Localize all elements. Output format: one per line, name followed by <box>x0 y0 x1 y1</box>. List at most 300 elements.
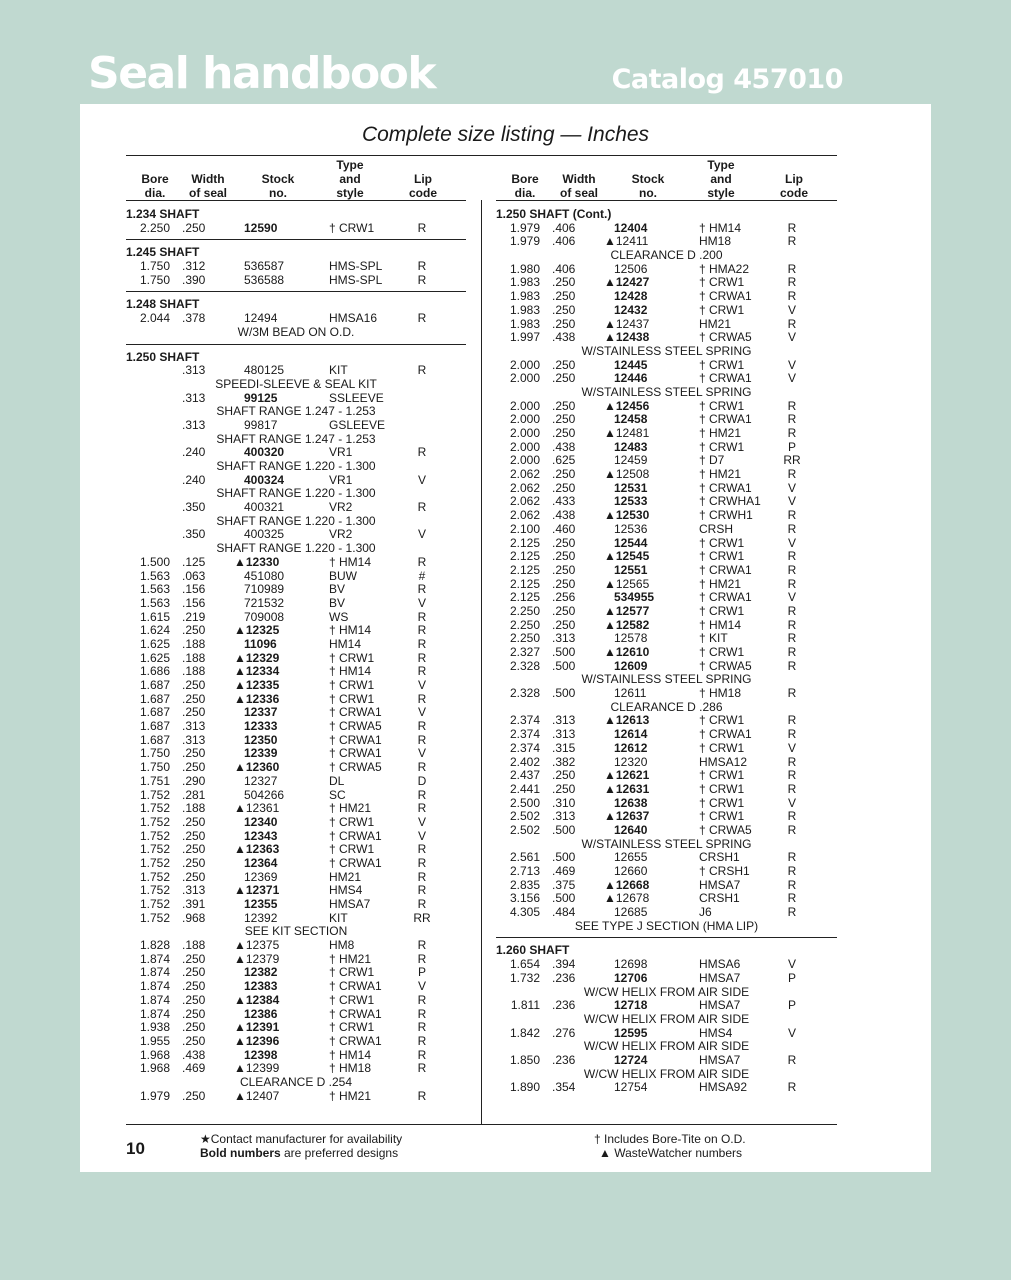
stock-cell: ▲12371 <box>234 883 280 898</box>
lip-cell: R <box>787 617 797 632</box>
bore-cell: 1.828 <box>139 938 170 953</box>
lip-cell: R <box>417 623 427 638</box>
table-row <box>126 830 466 844</box>
type-cell: † CRWA1 <box>329 979 382 994</box>
table-row <box>496 999 837 1013</box>
type-cell: † HM14 <box>329 554 372 569</box>
bore-cell: 1.938 <box>139 1020 170 1035</box>
type-cell: † CRW1 <box>329 220 375 235</box>
note-text: W/STAINLESS STEEL SPRING <box>581 343 752 358</box>
bore-cell: 2.561 <box>509 850 540 865</box>
stock-cell: 12364 <box>244 855 278 870</box>
bottom-rule <box>126 1124 837 1125</box>
section-heading: 1.250 SHAFT (Cont.) <box>496 207 612 221</box>
stock-cell: ▲12396 <box>234 1033 280 1048</box>
bore-cell: 1.615 <box>139 609 170 624</box>
stock-cell: 12609 <box>614 658 648 673</box>
table-row <box>496 632 837 646</box>
lip-cell: R <box>787 781 797 796</box>
lip-cell: V <box>787 494 796 509</box>
width-cell: .500 <box>552 822 576 837</box>
table-row <box>126 1090 466 1104</box>
bore-cell: 2.327 <box>509 645 540 659</box>
bore-cell: 2.000 <box>509 426 540 440</box>
table-row <box>496 222 837 236</box>
width-cell: .250 <box>552 535 576 550</box>
lip-cell: R <box>417 220 427 235</box>
lip-cell: V <box>417 678 426 692</box>
table-row <box>496 797 837 811</box>
table-row <box>126 966 466 980</box>
bore-cell: 2.374 <box>509 740 540 755</box>
bore-cell: 3.156 <box>509 891 540 906</box>
header-type: Type and style <box>707 158 735 200</box>
lip-cell: R <box>417 732 427 747</box>
stock-cell: 709008 <box>244 609 285 624</box>
bore-cell: 1.980 <box>509 261 540 276</box>
stock-cell: 12595 <box>614 1025 648 1040</box>
type-cell: † HM14 <box>329 664 372 679</box>
stock-cell: 12612 <box>614 740 648 755</box>
table-row <box>496 564 837 578</box>
width-cell: .250 <box>182 691 206 706</box>
bore-cell: 1.752 <box>139 869 170 884</box>
bore-cell: 1.997 <box>509 330 540 345</box>
table-row <box>496 318 837 332</box>
table-row <box>496 523 837 537</box>
type-cell: † CRW1 <box>699 357 745 372</box>
lip-cell: R <box>417 1006 427 1021</box>
bore-cell: 1.687 <box>139 719 170 734</box>
lip-cell: R <box>787 631 797 646</box>
bore-cell: 1.752 <box>139 842 170 857</box>
type-cell: HMSA7 <box>699 877 741 892</box>
table-row <box>496 400 837 414</box>
type-cell: † CRW1 <box>329 814 375 829</box>
type-cell: VR1 <box>329 445 353 460</box>
stock-cell: 12638 <box>614 795 648 810</box>
stock-cell: ▲12329 <box>234 650 280 665</box>
stock-cell: 12445 <box>614 357 648 372</box>
width-cell: .484 <box>552 905 576 920</box>
stock-cell: 12459 <box>614 453 648 468</box>
stock-cell: 12355 <box>244 897 278 911</box>
note-row <box>126 433 466 447</box>
lip-cell: V <box>417 828 426 843</box>
width-cell: .188 <box>182 636 206 651</box>
table-row <box>496 769 837 783</box>
type-cell: † CRW1 <box>699 549 745 564</box>
width-cell: .378 <box>182 311 206 326</box>
width-cell: .250 <box>182 828 206 843</box>
right-listing <box>496 208 837 1095</box>
width-cell: .469 <box>182 1061 206 1076</box>
width-cell: .313 <box>552 727 576 742</box>
type-cell: † CRW1 <box>699 603 745 618</box>
stock-cell: 12533 <box>614 494 648 509</box>
lip-cell: V <box>417 595 426 610</box>
type-cell: † CRW1 <box>329 842 375 857</box>
lip-cell: V <box>417 527 426 542</box>
stock-cell: ▲12631 <box>604 781 650 796</box>
stock-cell: 12640 <box>614 822 648 837</box>
stock-cell: 12458 <box>614 412 648 427</box>
width-cell: .250 <box>552 480 576 495</box>
lip-cell: R <box>787 809 797 824</box>
note-row <box>126 515 466 529</box>
stock-cell: 12724 <box>614 1052 648 1067</box>
stock-cell: 721532 <box>244 595 285 610</box>
type-cell: HMSA7 <box>699 1052 741 1067</box>
type-cell: BUW <box>329 568 357 583</box>
table-row <box>126 1062 466 1076</box>
width-cell: .063 <box>182 568 206 583</box>
bore-cell: 1.874 <box>139 992 170 1007</box>
stock-cell: 12369 <box>244 869 278 884</box>
stock-cell: ▲12375 <box>234 938 280 953</box>
width-cell: .391 <box>182 897 206 911</box>
table-row <box>126 734 466 748</box>
width-cell: .188 <box>182 664 206 679</box>
lip-cell: R <box>787 850 797 865</box>
width-cell: .188 <box>182 801 206 816</box>
stock-cell: ▲12335 <box>234 678 280 692</box>
bore-cell: 2.000 <box>509 398 540 413</box>
catalog-page <box>80 104 931 1172</box>
table-row <box>126 761 466 775</box>
stock-cell: 400325 <box>244 527 285 542</box>
type-cell: † CRWA1 <box>699 590 752 605</box>
bold-note-text: are preferred designs <box>280 1146 399 1160</box>
width-cell: .250 <box>552 603 576 618</box>
type-cell: HM8 <box>329 938 355 953</box>
stock-cell: 12483 <box>614 439 648 454</box>
lip-cell: R <box>787 549 797 564</box>
note-text: SEE TYPE J SECTION (HMA LIP) <box>574 918 759 933</box>
header-bore: Bore dia. <box>511 172 539 200</box>
table-row <box>126 624 466 638</box>
bore-cell: 1.979 <box>509 220 540 235</box>
stock-cell: ▲12399 <box>234 1061 280 1076</box>
bore-cell: 1.752 <box>139 910 170 925</box>
stock-cell: 12432 <box>614 302 648 317</box>
bore-cell: 2.125 <box>509 535 540 550</box>
stock-cell: 12320 <box>614 754 648 769</box>
width-cell: .188 <box>182 650 206 665</box>
type-cell: VR1 <box>329 472 353 487</box>
bore-cell: 2.250 <box>509 631 540 646</box>
stock-cell: 12333 <box>244 719 278 734</box>
stock-cell: 504266 <box>244 787 285 802</box>
section-heading: 1.248 SHAFT <box>126 297 200 312</box>
lip-cell: R <box>417 719 427 734</box>
lip-cell: V <box>417 705 426 720</box>
table-row <box>496 810 837 824</box>
type-cell: HMSA6 <box>699 957 741 972</box>
table-row <box>126 994 466 1008</box>
lip-cell: V <box>787 302 796 317</box>
lip-cell: R <box>417 1033 427 1048</box>
table-row <box>496 276 837 290</box>
lip-cell: P <box>787 970 796 985</box>
column-divider <box>481 200 482 1124</box>
lip-cell: RR <box>783 453 801 468</box>
type-cell: † CRWA1 <box>699 480 752 495</box>
width-cell: .500 <box>552 645 576 659</box>
width-cell: .250 <box>552 371 576 386</box>
lip-cell: R <box>787 562 797 577</box>
note-row <box>126 925 466 939</box>
width-cell: .313 <box>182 417 206 432</box>
width-cell: .256 <box>552 590 576 605</box>
type-cell: HMS4 <box>329 883 363 898</box>
type-cell: † HM14 <box>329 623 372 638</box>
stock-cell: ▲12379 <box>234 951 280 966</box>
type-cell: † CRW1 <box>699 713 745 728</box>
lip-cell: R <box>417 650 427 665</box>
note-row <box>496 1013 837 1027</box>
type-cell: † CRWA1 <box>329 855 382 870</box>
table-row <box>496 290 837 304</box>
bore-cell: 2.000 <box>509 371 540 386</box>
table-row <box>496 468 837 482</box>
bore-cell: 1.811 <box>510 998 540 1013</box>
bore-cell: 2.125 <box>509 549 540 564</box>
lip-cell: R <box>417 272 427 287</box>
bore-cell: 1.732 <box>509 970 540 985</box>
stock-cell: 12660 <box>614 864 648 878</box>
width-cell: .290 <box>182 773 206 788</box>
type-cell: KIT <box>329 363 348 378</box>
lip-cell: R <box>417 554 427 569</box>
width-cell: .250 <box>182 842 206 857</box>
header-lip: Lip code <box>779 172 809 200</box>
table-row <box>496 1027 837 1041</box>
stock-cell: ▲12481 <box>604 426 650 440</box>
lip-cell: # <box>418 568 426 583</box>
bore-cell: 1.654 <box>509 957 540 972</box>
width-cell: .350 <box>182 527 206 542</box>
table-row <box>126 693 466 707</box>
width-cell: .250 <box>182 746 206 761</box>
type-cell: HMS-SPL <box>329 259 383 274</box>
width-cell: .375 <box>552 877 576 892</box>
bore-cell: 2.000 <box>509 439 540 454</box>
table-row <box>126 1021 466 1035</box>
table-row <box>126 1008 466 1022</box>
note-text: SHAFT RANGE 1.247 - 1.253 <box>216 404 376 419</box>
width-cell: .250 <box>182 220 206 235</box>
type-cell: † HM21 <box>329 1088 372 1103</box>
table-row <box>496 972 837 986</box>
width-cell: .250 <box>552 275 576 290</box>
table-row <box>496 756 837 770</box>
type-cell: WS <box>329 609 349 624</box>
bore-cell: 2.062 <box>509 508 540 523</box>
type-cell: SC <box>329 787 346 802</box>
bore-cell: 2.044 <box>139 311 170 326</box>
stock-cell: ▲12334 <box>234 664 280 679</box>
note-text: W/CW HELIX FROM AIR SIDE <box>583 1039 750 1054</box>
width-cell: .968 <box>182 910 206 925</box>
table-row <box>496 359 837 373</box>
stock-cell: 12614 <box>614 727 648 742</box>
lip-cell: R <box>787 864 797 878</box>
width-cell: .250 <box>182 1006 206 1021</box>
stock-cell: 400321 <box>244 500 285 515</box>
bore-cell: 2.062 <box>509 467 540 482</box>
table-row <box>126 260 466 274</box>
note-row <box>496 1040 837 1054</box>
width-cell: .250 <box>182 992 206 1007</box>
type-cell: † CRWA1 <box>699 412 752 427</box>
lip-cell: V <box>787 957 796 972</box>
table-row <box>126 652 466 666</box>
note-text: SPEEDI-SLEEVE & SEAL KIT <box>215 376 377 391</box>
type-cell: J6 <box>699 905 712 920</box>
width-cell: .276 <box>552 1025 576 1040</box>
type-cell: HMSA7 <box>699 970 741 985</box>
stock-cell: ▲12427 <box>604 275 650 290</box>
table-row <box>126 802 466 816</box>
table-row <box>496 427 837 441</box>
table-row <box>496 687 837 701</box>
note-row <box>496 386 837 400</box>
type-cell: † D7 <box>699 453 725 468</box>
table-row <box>496 646 837 660</box>
table-row <box>126 898 466 912</box>
lip-cell: R <box>417 842 427 857</box>
left-listing <box>126 208 466 1103</box>
left-column-headers <box>126 157 471 200</box>
width-cell: .250 <box>182 979 206 994</box>
right-column-headers <box>496 157 837 200</box>
lip-cell: R <box>787 686 797 701</box>
note-row <box>496 838 837 852</box>
bore-cell: 2.062 <box>509 494 540 509</box>
stock-cell: ▲12411 <box>604 234 649 249</box>
table-row <box>126 312 466 326</box>
bore-cell: 1.752 <box>139 814 170 829</box>
width-cell: .460 <box>552 521 576 536</box>
table-row <box>126 884 466 898</box>
lip-cell: V <box>787 590 796 605</box>
footer-right-notes <box>594 1132 746 1160</box>
type-cell: † CRW1 <box>329 650 375 665</box>
lip-cell: R <box>787 877 797 892</box>
table-row <box>126 474 466 488</box>
table-row <box>496 906 837 920</box>
table-row <box>126 556 466 570</box>
table-row <box>126 392 466 406</box>
type-cell: † CRW1 <box>329 1020 375 1035</box>
lip-cell: R <box>787 275 797 290</box>
lip-cell: R <box>417 938 427 953</box>
lip-cell: V <box>787 740 796 755</box>
bore-cell: 1.687 <box>139 705 170 720</box>
note-row <box>496 673 837 687</box>
stock-cell: 12754 <box>614 1080 648 1095</box>
width-cell: .406 <box>552 234 576 249</box>
width-cell: .313 <box>182 732 206 747</box>
lip-cell: V <box>787 795 796 810</box>
stock-cell: 12446 <box>614 371 648 386</box>
stock-cell: ▲12621 <box>604 768 650 783</box>
stock-cell: 12350 <box>244 732 278 747</box>
stock-cell: 12340 <box>244 814 278 829</box>
bore-cell: 2.328 <box>509 686 540 701</box>
stock-cell: 12551 <box>614 562 648 577</box>
lip-cell: R <box>787 398 797 413</box>
lip-cell: R <box>787 891 797 906</box>
table-row <box>496 783 837 797</box>
stock-cell: 12343 <box>244 828 278 843</box>
width-cell: .250 <box>182 855 206 870</box>
bore-cell: 2.502 <box>509 822 540 837</box>
lip-cell: V <box>417 979 426 994</box>
type-cell: † CRW1 <box>699 795 745 810</box>
lip-cell: R <box>417 691 427 706</box>
stock-cell: 534955 <box>614 590 655 605</box>
type-cell: HM18 <box>699 234 732 249</box>
note-row <box>496 249 837 263</box>
table-row <box>496 495 837 509</box>
note-text: W/3M BEAD ON O.D. <box>237 324 355 339</box>
header-rule-right <box>496 200 837 201</box>
lip-cell: R <box>417 259 427 274</box>
lip-cell: R <box>787 220 797 235</box>
stock-cell: ▲12330 <box>234 554 280 569</box>
stock-cell: ▲12407 <box>234 1088 280 1103</box>
width-cell: .240 <box>182 472 206 487</box>
bore-cell: 4.305 <box>509 905 540 920</box>
page-number: 10 <box>126 1139 145 1158</box>
lip-cell: V <box>787 371 796 386</box>
lip-cell: R <box>417 1061 427 1076</box>
table-row <box>126 1035 466 1049</box>
type-cell: SSLEEVE <box>329 390 384 405</box>
section-divider <box>126 291 466 292</box>
type-cell: † HM21 <box>699 426 742 440</box>
note-text: SHAFT RANGE 1.247 - 1.253 <box>216 431 376 446</box>
type-cell: † CRWA5 <box>699 822 752 837</box>
stock-cell: ▲12577 <box>604 603 650 618</box>
bore-cell: 1.750 <box>139 259 170 274</box>
note-row <box>496 986 837 1000</box>
stock-cell: 12531 <box>614 480 648 495</box>
stock-cell: ▲12545 <box>604 549 650 564</box>
bore-cell: 1.983 <box>509 302 540 317</box>
note-text: W/CW HELIX FROM AIR SIDE <box>583 1066 750 1081</box>
bore-cell: 1.752 <box>139 897 170 911</box>
note-text: W/STAINLESS STEEL SPRING <box>581 672 752 687</box>
section-divider <box>126 239 466 240</box>
lip-cell: V <box>787 535 796 550</box>
bore-cell: 1.752 <box>139 787 170 802</box>
table-row <box>126 419 466 433</box>
section-heading: 1.250 SHAFT <box>126 349 200 364</box>
table-row <box>496 958 837 972</box>
lip-cell: V <box>787 480 796 495</box>
stock-cell: 12339 <box>244 746 278 761</box>
type-cell: HMS4 <box>699 1025 733 1040</box>
width-cell: .250 <box>552 316 576 331</box>
type-cell: CRSH1 <box>699 850 740 865</box>
section-divider <box>126 344 466 345</box>
type-cell: † CRWA1 <box>329 1006 382 1021</box>
bore-cell: 2.374 <box>509 727 540 742</box>
stock-cell: 451080 <box>244 568 285 583</box>
